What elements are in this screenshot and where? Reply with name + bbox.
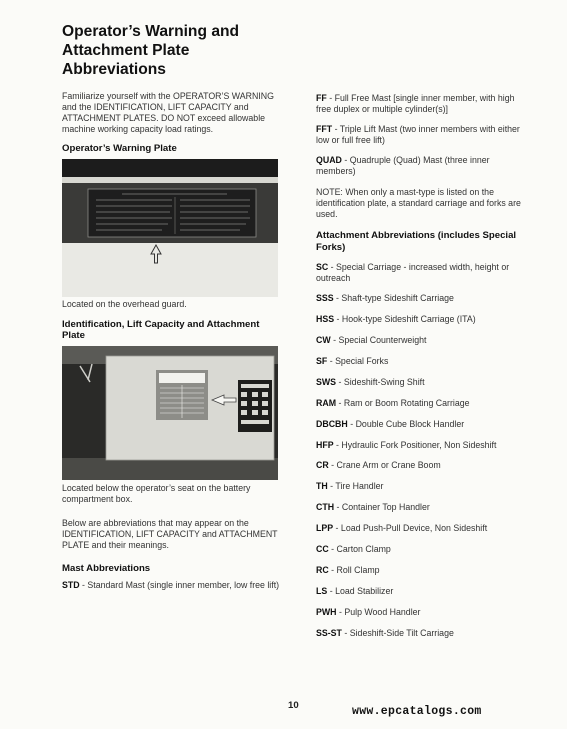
abbreviation-item — [316, 262, 531, 284]
abbreviation-item — [316, 93, 531, 115]
id-plate-caption: Located below the operator’s seat on the battery compartment box. — [62, 482, 251, 504]
abbreviation-desc: - Sideshift-Swing Shift — [336, 377, 425, 387]
abbreviation-code: RC — [316, 565, 329, 575]
abbreviation-code: CW — [316, 335, 331, 345]
abbreviation-code: QUAD — [316, 155, 342, 165]
abbreviation-code: LS — [316, 586, 328, 596]
abbreviation-code: STD — [62, 580, 80, 590]
abbreviation-code: PWH — [316, 607, 337, 617]
mast-note: NOTE: When only a mast-type is listed on the identification plate, a standard carriage and forks are used. — [316, 187, 521, 219]
abbreviation-code: CTH — [316, 502, 335, 512]
intro-paragraph: Familiarize yourself with the OPERATOR’S WARNING and the IDENTIFICATION, LIFT CAPACITY and ATTACHMENT PLATES. DO NOT exceed allowable machine working capacity load ratings. — [62, 91, 274, 134]
title-line: Attachment Plate — [62, 42, 190, 59]
abbreviation-code: HSS — [316, 314, 335, 324]
abbreviation-desc: - Special Counterweight — [330, 335, 427, 345]
abbreviation-desc: - Carton Clamp — [328, 544, 391, 554]
abbreviation-desc: - Special Forks — [327, 356, 389, 366]
id-plate-heading: Identification, Lift Capacity and Attachment Plate — [62, 318, 260, 341]
abbreviation-item — [316, 419, 531, 430]
abbreviation-item — [316, 502, 531, 513]
abbreviation-item — [316, 155, 531, 177]
abbreviation-code: SSS — [316, 293, 334, 303]
abbreviation-item — [316, 565, 531, 576]
abbreviation-desc: - Hook-type Sideshift Carriage (ITA) — [334, 314, 476, 324]
abbreviation-item — [316, 356, 531, 367]
page-number: 10 — [288, 700, 299, 711]
abbreviation-code: HFP — [316, 440, 334, 450]
abbreviation-item — [316, 586, 531, 597]
abbreviation-desc: - Standard Mast (single inner member, low free lift) — [79, 580, 280, 590]
abbreviation-code: CR — [316, 460, 329, 470]
abbreviation-code: DBCBH — [316, 419, 348, 429]
warning-plate-heading: Operator’s Warning Plate — [62, 143, 177, 154]
left-column — [62, 91, 280, 591]
abbreviation-item — [316, 398, 531, 409]
abbreviation-desc: - Load Push-Pull Device, Non Sideshift — [333, 523, 488, 533]
right-column — [316, 93, 531, 639]
abbreviation-item — [316, 440, 531, 451]
abbreviation-item — [316, 628, 531, 639]
mast-abbreviations-heading: Mast Abbreviations — [62, 562, 151, 574]
abbreviation-item — [316, 124, 531, 146]
abbreviation-desc: - Full Free Mast [single inner member, with high free duplex or multiple cylinder(s)] — [316, 93, 515, 114]
abbreviation-item — [62, 580, 280, 591]
abbreviations-intro: Below are abbreviations that may appear on the IDENTIFICATION, LIFT CAPACITY and ATTACHMENT PLATE and their meanings. — [62, 517, 278, 550]
abbreviation-desc: - Pulp Wood Handler — [336, 607, 421, 617]
page-title — [62, 22, 292, 79]
abbreviation-item — [316, 523, 531, 534]
abbreviation-item — [316, 544, 531, 555]
abbreviation-code: RAM — [316, 398, 337, 408]
watermark-link[interactable]: www.epcatalogs.com — [352, 705, 482, 718]
abbreviation-desc: - Ram or Boom Rotating Carriage — [336, 398, 470, 408]
abbreviation-desc: - Triple Lift Mast (two inner members with either low or full free lift) — [316, 124, 520, 145]
abbreviation-code: LPP — [316, 523, 334, 533]
abbreviation-code: CC — [316, 544, 329, 554]
abbreviation-code: FFT — [316, 124, 333, 134]
abbreviation-desc: - Hydraulic Fork Positioner, Non Sideshift — [333, 440, 497, 450]
abbreviation-item — [316, 335, 531, 346]
title-line: Abbreviations — [62, 61, 166, 78]
abbreviation-item — [316, 481, 531, 492]
abbreviation-desc: - Crane Arm or Crane Boom — [328, 460, 441, 470]
abbreviation-code: FF — [316, 93, 327, 103]
abbreviation-desc: - Special Carriage - increased width, height or outreach — [316, 262, 510, 283]
abbreviation-item — [316, 377, 531, 388]
abbreviation-desc: - Container Top Handler — [334, 502, 430, 512]
attachment-list — [316, 262, 531, 639]
abbreviation-desc: - Double Cube Block Handler — [347, 419, 465, 429]
id-plate-image — [62, 346, 278, 480]
id-plate-photo — [62, 346, 278, 480]
attachment-abbreviations-heading: Attachment Abbreviations (includes Special Forks) — [316, 230, 517, 253]
abbreviation-item — [316, 293, 531, 304]
abbreviation-code: SWS — [316, 377, 337, 387]
warning-plate-photo — [62, 159, 278, 297]
abbreviation-desc: - Sideshift-Side Tilt Carriage — [341, 628, 454, 638]
abbreviation-desc: - Roll Clamp — [328, 565, 380, 575]
abbreviation-desc: - Shaft-type Sideshift Carriage — [333, 293, 454, 303]
abbreviation-code: SF — [316, 356, 328, 366]
abbreviation-code: TH — [316, 481, 328, 491]
abbreviation-code: SS-ST — [316, 628, 342, 638]
warning-plate-image — [62, 159, 278, 297]
abbreviation-desc: - Quadruple (Quad) Mast (three inner members) — [316, 155, 490, 176]
warning-plate-caption: Located on the overhead guard. — [62, 298, 187, 309]
abbreviation-item — [316, 460, 531, 471]
abbreviation-item — [316, 607, 531, 618]
title-line: Operator’s Warning and — [62, 23, 240, 40]
abbreviation-item — [316, 314, 531, 325]
abbreviation-desc: - Load Stabilizer — [327, 586, 394, 596]
abbreviation-code: SC — [316, 262, 329, 272]
abbreviation-desc: - Tire Handler — [327, 481, 384, 491]
